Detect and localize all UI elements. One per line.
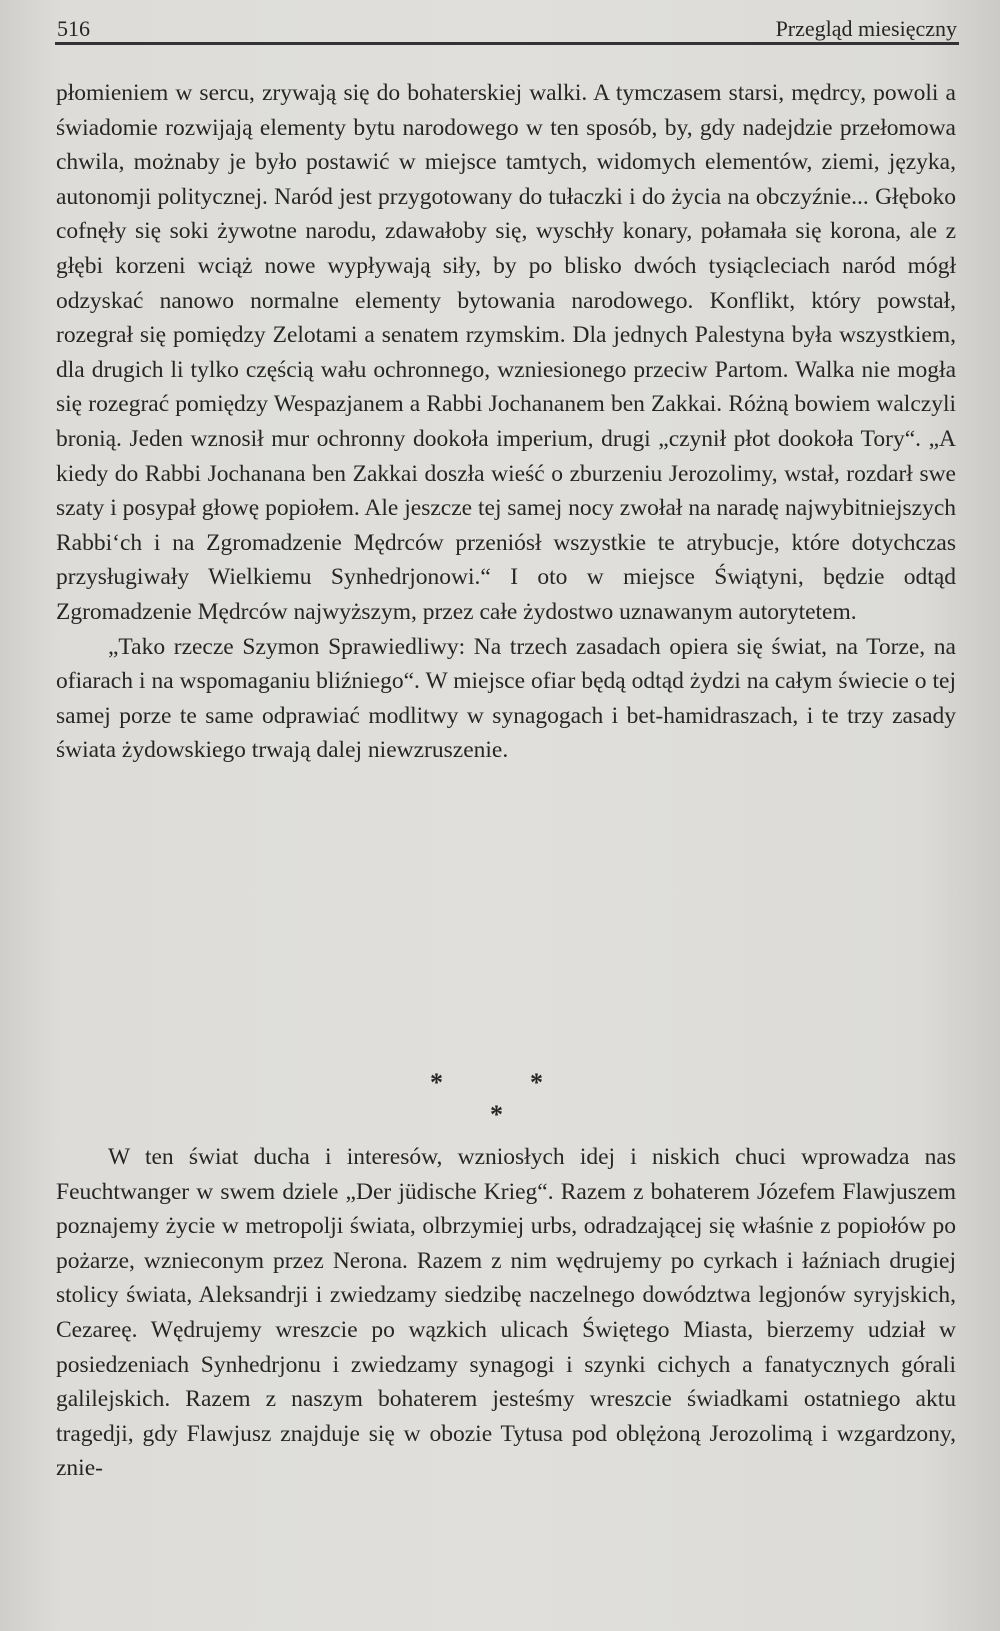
- separator-star: *: [530, 1068, 543, 1097]
- paragraph-quote: „Tako rzecze Szymon Sprawiedliwy: Na trzech zasadach opiera się świat, na Torze, na ofiarach i na wspomaganiu bliźniego“. W miejsce ofiar będą odtąd żydzi na całym świecie o tej samej porze te same odprawiać modlitwy w synagogach i bet-hamidraszach, i te trzy zasady świata żydowskiego trwają dalej niewzruszenie.: [56, 633, 956, 764]
- running-title: Przegląd miesięczny: [775, 16, 957, 41]
- page-number: 516: [57, 16, 90, 41]
- separator-star: *: [490, 1100, 503, 1129]
- body-text: [56, 76, 956, 768]
- section-separator: [0, 1060, 1000, 1130]
- paragraph-feuchtwanger: W ten świat ducha i interesów, wzniosłych idej i niskich chuci wprowadza nas Feuchtwanger w swem dziele „Der jüdische Krieg“. Razem z bohaterem Józefem Flawjuszem poznajemy życie w metropolji świata, olbrzymiej urbs, odradzającej się właśnie z popiołów po pożarze, wznieconym przez Nerona. Razem z nim wędrujemy po cyrkach i łaźniach drugiej stolicy świata, Aleksandrji i zwiedzamy siedzibę naczelnego dowództwa legjonów syryjskich, Cezareę. Wędrujemy wreszcie po wązkich ulicach Świętego Miasta, bierzemy udział w posiedzeniach Synhedrjonu i zwiedzamy synagogi i szynki cichych a fanatycznych górali galilejskich. Razem z naszym bohaterem jesteśmy wreszcie świadkami ostatniego aktu tragedji, gdy Flawjusz znajduje się w obozie Tytusa pod oblężoną Jerozolimą i wzgardzony, znie-: [56, 1144, 956, 1482]
- header-rule: [55, 42, 959, 45]
- paragraph-continued: płomieniem w sercu, zrywają się do bohaterskiej walki. A tymczasem starsi, mędrcy, powoli a świadomie rozwijają elementy bytu narodowego w ten sposób, by, gdy nadejdzie przełomowa chwila, możnaby je było postawić w miejsce tamtych, widomych elementów, ziemi, języka, autonomji politycznej. Naród jest przygotowany do tułaczki i do życia na obczyźnie... Głęboko cofnęły się soki żywotne narodu, zdawałoby się, wyschły konary, połamała się korona, ale z głębi korzeni wciąż nowe wypływają siły, by po blisko dwóch tysiącleciach naród mógł odzyskać nanowo normalne elementy bytowania narodowego. Konflikt, który powstał, rozegrał się pomiędzy Zelotami a senatem rzymskim. Dla jednych Palestyna była wszystkiem, dla drugich li tylko częścią wału ochronnego, wzniesionego przeciw Partom. Walka nie mogła się rozegrać pomiędzy Wespazjanem a Rabbi Jochananem ben Zakkai. Różną bowiem walczyli bronią. Jeden wznosił mur ochronny dookoła imperium, drugi „czynił płot dookoła Tory“. „A kiedy do Rabbi Jochanana ben Zakkai doszła wieść o zburzeniu Jerozolimy, wstał, rozdarł swe szaty i posypał głowę popiołem. Ale jeszcze tej samej nocy zwołał na naradę najwybitniejszych Rabbi‘ch i na Zgromadzenie Mędrców przeniósł wszystkie te atrybucje, które dotychczas przysługiwały Wielkiemu Synhedrjonowi.“ I oto w miejsce Świątyni, będzie odtąd Zgromadzenie Mędrców najwyższym, przez całe żydostwo uznawanym autorytetem.: [56, 80, 956, 625]
- body-text-section-2: [56, 1140, 956, 1486]
- separator-star: *: [430, 1068, 443, 1097]
